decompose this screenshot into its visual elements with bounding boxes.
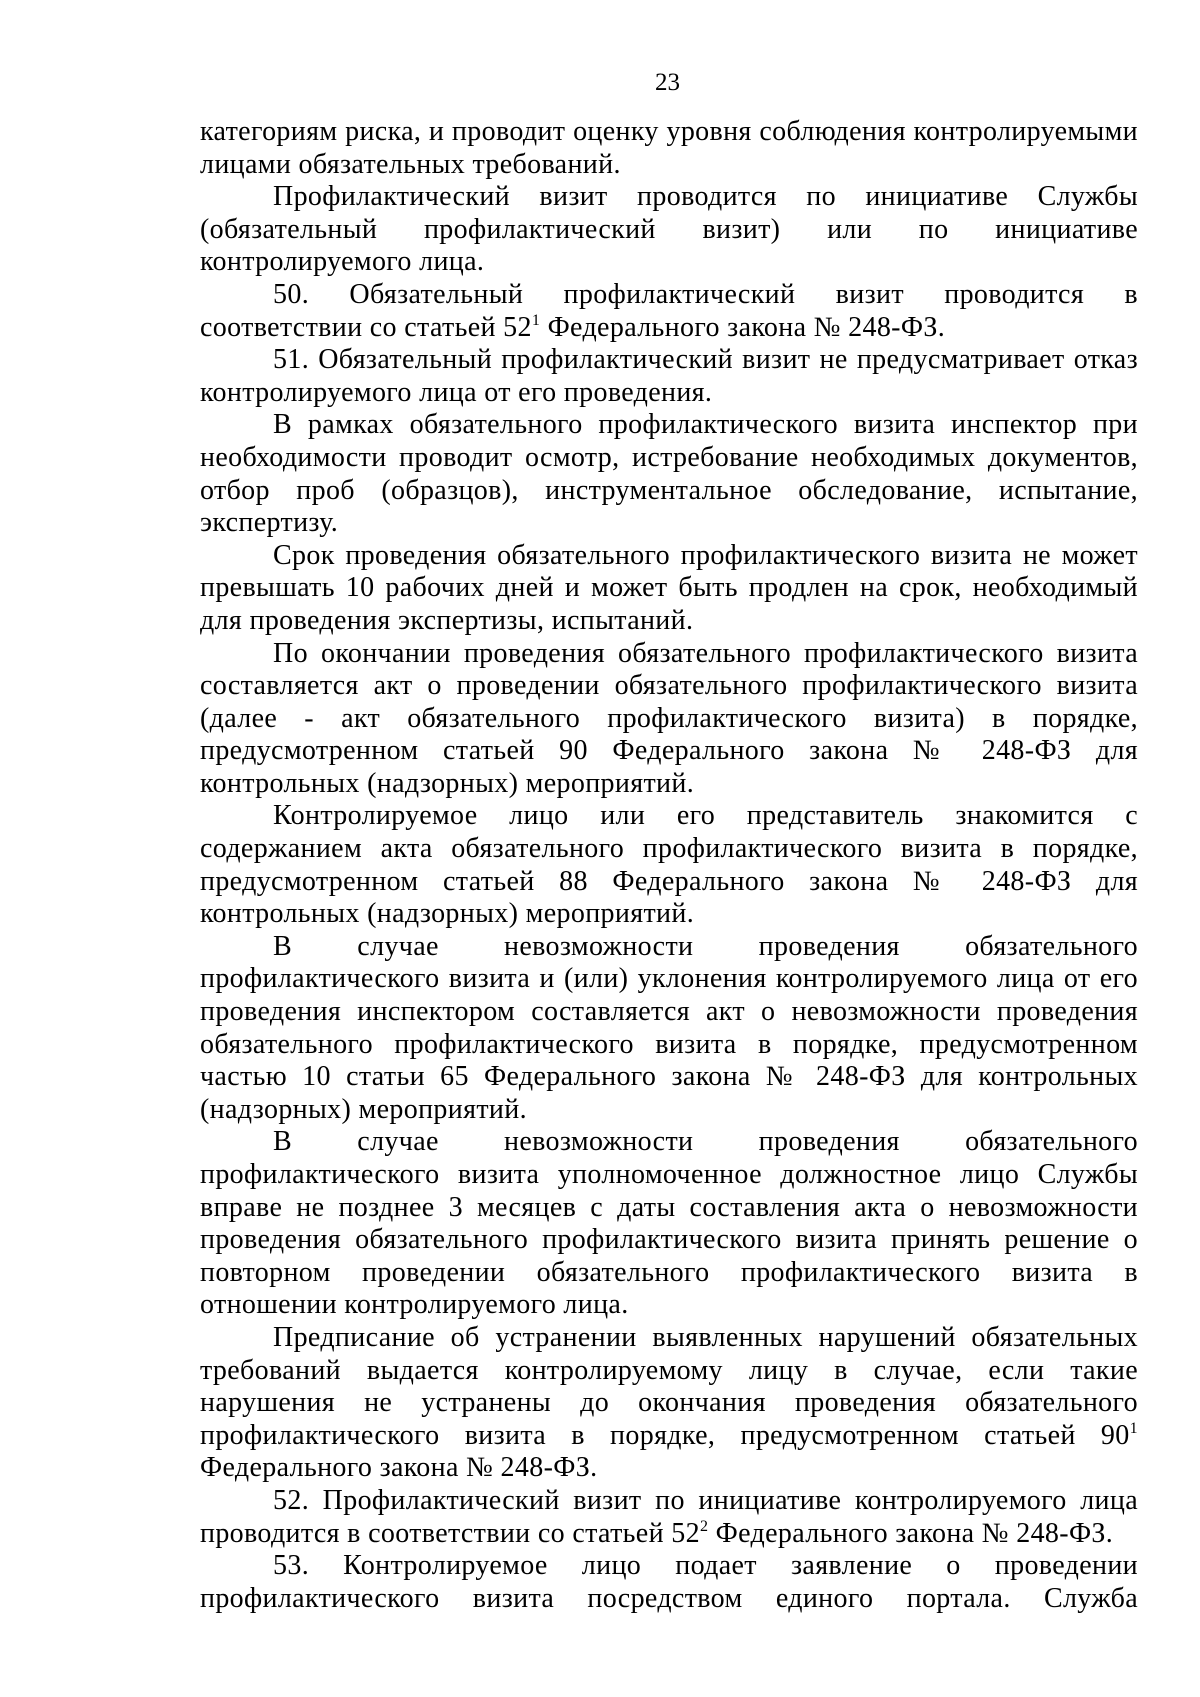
paragraph-visit-duration: Срок проведения обязательного профилактического визита не может превышать 10 рабочих дней и может быть продлен на срок, необходимый для проведения экспертизы, испытаний. (200, 539, 1138, 636)
paragraph-visit-act: По окончании проведения обязательного профилактического визита составляется акт о проведении обязательного профилактического визита (далее - акт обязательного профилактического визита) в порядке, предусмотренном статьей 90 Федерального закона № 248-ФЗ для контрольных (надзорных) мероприятий. (200, 637, 1138, 799)
paragraph-repeat-visit: В случае невозможности проведения обязательного профилактического визита уполномоченное должностное лицо Службы вправе не позднее 3 месяцев с даты составления акта о невозможности проведения обязательного профилактического визита принять решение о повторном проведении обязательного профилактического визита в отношении контролируемого лица. (200, 1126, 1138, 1321)
paragraph-50 (200, 279, 1138, 344)
paragraph-prescription-text-after: Федерального закона № 248-ФЗ. (200, 1452, 598, 1484)
paragraph-prescription (200, 1322, 1138, 1485)
paragraph-52-superscript: 2 (699, 1517, 709, 1535)
paragraph-53: 53. Контролируемое лицо подает заявление о проведении профилактического визита посредством единого портала. Служба (200, 1550, 1138, 1614)
page-number: 23 (655, 69, 680, 96)
paragraph-50-text-after: Федерального закона № 248-ФЗ. (540, 311, 946, 343)
paragraph-prescription-superscript: 1 (1129, 1419, 1138, 1437)
paragraph-impossibility-act: В случае невозможности проведения обязательного профилактического визита и (или) уклонения контролируемого лица от его проведения инспектором составляется акт о невозможности проведения обязательного профилактического визита в порядке, предусмотренном частью 10 статьи 65 Федерального закона № 248-ФЗ для контрольных (надзорных) мероприятий. (200, 930, 1138, 1125)
paragraph-50-superscript: 1 (531, 311, 541, 329)
paragraph-prescription-text-before: Предписание об устранении выявленных нарушений обязательных требований выдается контролируемому лицу в случае, если такие нарушения не устранены до окончания проведения обязательного профилактического визита в порядке, предусмотренном статьей 90 (200, 1321, 1138, 1451)
paragraph-52-text-before: 52. Профилактический визит по инициативе контролируемого лица проводится в соответствии со статьей 52 (200, 1484, 1138, 1549)
paragraph-inspection-scope: В рамках обязательного профилактического визита инспектор при необходимости проводит осмотр, истребование необходимых документов, отбор проб (образцов), инструментальное обследование, испытание, экспертизу. (200, 409, 1138, 539)
paragraph-51: 51. Обязательный профилактический визит не предусматривает отказ контролируемого лица от его проведения. (200, 344, 1138, 408)
paragraph-continuation: категориям риска, и проводит оценку уровня соблюдения контролируемыми лицами обязательных требований. (200, 116, 1138, 180)
paragraph-52 (200, 1485, 1138, 1550)
paragraph-52-text-after: Федерального закона № 248-ФЗ. (708, 1517, 1114, 1549)
paragraph-50-text-before: 50. Обязательный профилактический визит проводится в соответствии со статьей 52 (200, 278, 1138, 343)
document-body (200, 116, 1138, 1615)
paragraph-act-familiarization: Контролируемое лицо или его представитель знакомится с содержанием акта обязательного профилактического визита в порядке, предусмотренном статьей 88 Федерального закона № 248-ФЗ для контрольных (надзорных) мероприятий. (200, 800, 1138, 930)
paragraph-visit-initiative: Профилактический визит проводится по инициативе Службы (обязательный профилактический визит) или по инициативе контролируемого лица. (200, 181, 1138, 278)
